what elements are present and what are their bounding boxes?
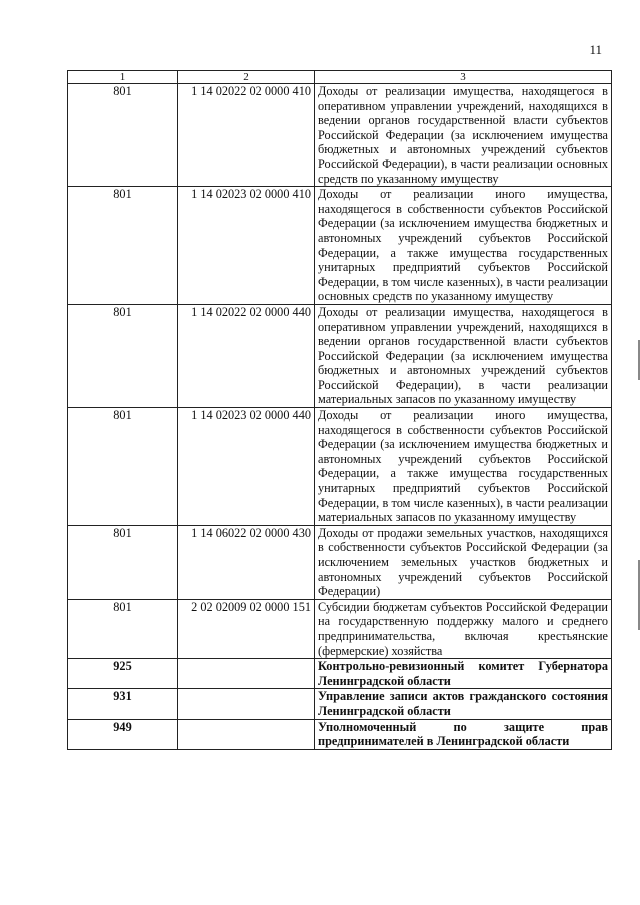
revenue-administrators-table xyxy=(67,70,612,750)
kbk-cell xyxy=(178,719,315,749)
kbk-cell: 1 14 02022 02 0000 410 xyxy=(178,84,315,187)
table-row xyxy=(68,187,612,305)
description-cell: Уполномоченный по защите прав предпринимателей в Ленинградской области xyxy=(315,719,612,749)
admin-code-cell: 801 xyxy=(68,187,178,305)
table-row xyxy=(68,719,612,749)
description-cell: Доходы от продажи земельных участков, находящихся в собственности субъектов Российской Федерации (за исключением земельных участков бюджетных и автономных учреждений субъектов Российской Федерации) xyxy=(315,525,612,599)
admin-code-cell: 801 xyxy=(68,408,178,526)
description-cell: Доходы от реализации иного имущества, находящегося в собственности субъектов Российской Федерации (за исключением имущества бюджетных и автономных учреждений субъектов Российской Федерации, а также имущества государственных унитарных предприятий субъектов Российской Федерации, в том числе казенных), в части реализации материальных запасов по указанному имуществу xyxy=(315,408,612,526)
kbk-cell: 1 14 02022 02 0000 440 xyxy=(178,304,315,407)
column-header-2: 2 xyxy=(178,71,315,84)
admin-code-cell: 801 xyxy=(68,304,178,407)
table-row xyxy=(68,525,612,599)
table-row xyxy=(68,659,612,689)
table-header-row xyxy=(68,71,612,84)
table-row xyxy=(68,408,612,526)
description-cell: Доходы от реализации иного имущества, находящегося в собственности субъектов Российской Федерации (за исключением имущества бюджетных и автономных учреждений субъектов Российской Федерации, а также имущества государственных унитарных предприятий субъектов Российской Федерации, в том числе казенных), в части реализации основных средств по указанному имуществу xyxy=(315,187,612,305)
column-header-1: 1 xyxy=(68,71,178,84)
column-header-3: 3 xyxy=(315,71,612,84)
admin-code-cell: 931 xyxy=(68,689,178,719)
table-row xyxy=(68,84,612,187)
table-row xyxy=(68,689,612,719)
admin-code-cell: 801 xyxy=(68,599,178,658)
kbk-cell: 1 14 02023 02 0000 440 xyxy=(178,408,315,526)
admin-code-cell: 925 xyxy=(68,659,178,689)
table-row xyxy=(68,599,612,658)
table-row xyxy=(68,304,612,407)
description-cell: Доходы от реализации имущества, находящегося в оперативном управлении учреждений, находящихся в ведении органов государственной власти субъектов Российской Федерации (за исключением имущества бюджетных и автономных учреждений субъектов Российской Федерации), в части реализации основных средств по указанному имуществу xyxy=(315,84,612,187)
description-cell: Субсидии бюджетам субъектов Российской Федерации на государственную поддержку малого и среднего предпринимательства, включая крестьянские (фермерские) хозяйства xyxy=(315,599,612,658)
description-cell: Доходы от реализации имущества, находящегося в оперативном управлении учреждений, находящихся в ведении органов государственной власти субъектов Российской Федерации (за исключением имущества бюджетных и автономных учреждений субъектов Российской Федерации), в части реализации материальных запасов по указанному имуществу xyxy=(315,304,612,407)
kbk-cell xyxy=(178,689,315,719)
admin-code-cell: 949 xyxy=(68,719,178,749)
kbk-cell: 1 14 06022 02 0000 430 xyxy=(178,525,315,599)
kbk-cell: 2 02 02009 02 0000 151 xyxy=(178,599,315,658)
kbk-cell: 1 14 02023 02 0000 410 xyxy=(178,187,315,305)
description-cell: Управление записи актов гражданского состояния Ленинградской области xyxy=(315,689,612,719)
description-cell: Контрольно-ревизионный комитет Губернатора Ленинградской области xyxy=(315,659,612,689)
page-number: 11 xyxy=(589,42,602,57)
admin-code-cell: 801 xyxy=(68,525,178,599)
admin-code-cell: 801 xyxy=(68,84,178,187)
kbk-cell xyxy=(178,659,315,689)
